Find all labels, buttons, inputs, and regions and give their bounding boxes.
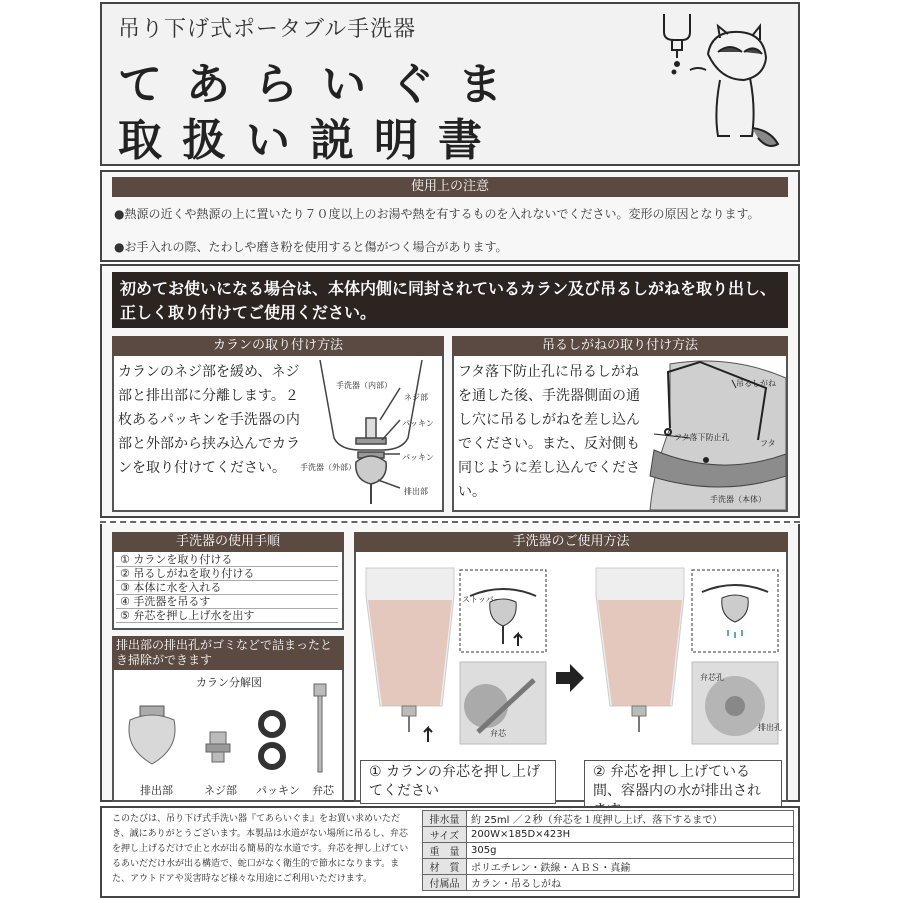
usage-steps-list (116, 553, 338, 623)
caran-exploded-diagram (116, 680, 340, 776)
manual-title: 取扱い説明書 (118, 115, 502, 166)
spec-key: 材 質 (423, 859, 467, 875)
spec-value: カラン・吊るしがね (467, 875, 794, 891)
step-item: ④ 手洗器を吊るす (116, 595, 338, 609)
usage-caption-step1: ① カランの弁芯を押し上げてください (360, 760, 556, 804)
raccoon-mascot-illustration (660, 12, 780, 152)
caran-install-text: カランのネジ部を緩め、ネジ部と排出部に分離します。２枚あるパッキンを手洗器の内部と外部から挟み込んでカランを取り付けてください。 (118, 364, 300, 476)
spec-key: 排水量 (423, 811, 467, 827)
spec-value: 200W×185D×423H (467, 827, 794, 843)
usage-label-valve: 弁芯 (490, 729, 506, 738)
spec-value: ポリエチレン・鉄線・ＡＢＳ・真鍮 (467, 859, 794, 875)
spec-table (422, 810, 794, 891)
usage-method-illustration (358, 556, 786, 756)
hanger-label-hanger: 吊るしがね (736, 379, 776, 388)
step-item: ① カランを取り付ける (116, 553, 338, 567)
table-row (423, 875, 794, 891)
caran-exploded-heading: カラン分解図 (196, 676, 262, 689)
hanger-install-text: フタ落下防止孔に吊るしがねを通した後、手洗器側面の通し穴に吊るしがねを差し込んでください。また、反対側も同じように差し込んでください。 (458, 364, 640, 500)
hanger-label-lid-hole: フタ落下防止孔 (674, 433, 730, 442)
caran-label-inner: 手洗器（内部） (336, 381, 392, 390)
part-label-packing: パッキン (256, 784, 300, 797)
caran-label-packing-2: パッキン (402, 453, 434, 462)
hanger-label-body: 手洗器（本体） (710, 495, 766, 504)
product-intro-text: このたびは、吊り下げ式手洗い器『てあらいぐま』をお買い求めいただき、誠にありがとうございます。本製品は水道がない場所に吊るし、弁芯を押し上げるだけで止と水が出る簡易的な水道です。弁芯を押し上げているあいだだけ水が出る構造で、蛇口がなく衛生的で節水になります。また、アウトドアや災害時など様々な用途にご利用いただけます。 (112, 814, 409, 884)
usage-caption-step2: ② 弁芯を押し上げている間、容器内の水が排出され (584, 760, 782, 823)
usage-steps-heading: 手洗器の使用手順 (112, 532, 344, 552)
step-item: ③ 本体に水を入れる (116, 581, 338, 595)
step-item: ⑤ 弁芯を押し上げ水を出す (116, 609, 338, 623)
usage-method-heading: 手洗器のご使用方法 (354, 532, 788, 552)
spec-key: 重 量 (423, 843, 467, 859)
drain-cleaning-heading: 排出部の排出孔がゴミなどで詰まったとき掃除ができます (112, 636, 344, 670)
caution-item-heat: ●熱源の近くや熱源の上に置いたり７０度以上のお湯や熱を有するものを入れないでください。変形の原因となります。 (114, 207, 760, 221)
caution-item-cleaning: ●お手入れの際、たわしや磨き粉を使用すると傷がつく場合があります。 (114, 240, 508, 254)
caran-label-outer: 手洗器（外部） (300, 463, 356, 472)
usage-label-valve-hole: 弁芯孔 (700, 673, 724, 682)
table-row (423, 811, 794, 827)
usage-label-stopper: ストッパー (462, 595, 502, 604)
step-item: ② 吊るしがねを取り付ける (116, 567, 338, 581)
spec-key: サイズ (423, 827, 467, 843)
table-row (423, 827, 794, 843)
dashed-separator (100, 521, 800, 523)
caran-label-outlet: 排出部 (404, 487, 428, 496)
table-row (423, 843, 794, 859)
table-row (423, 859, 794, 875)
product-name-title: てあらいぐま (118, 59, 526, 110)
caran-label-packing-1: パッキン (402, 419, 434, 428)
caran-label-screw: ネジ部 (404, 393, 428, 402)
part-label-outlet: 排出部 (140, 784, 173, 797)
hanger-label-lid: フタ (760, 439, 776, 448)
caution-heading: 使用上の注意 (112, 177, 788, 197)
spec-value: 約 25ml ／２秒（弁芯を１度押し上げ、落下するまで） (467, 811, 794, 827)
product-subtitle: 吊り下げ式ポータブル手洗器 (118, 17, 417, 42)
part-label-screw: ネジ部 (204, 784, 237, 797)
spec-value: 305g (467, 843, 794, 859)
first-use-banner: 初めてお使いになる場合は、本体内側に同封されているカラン及び吊るしがねを取り出し、正しく取り付けてご使用ください。 (112, 272, 788, 328)
usage-label-outlet-hole: 排出孔 (758, 723, 782, 732)
caran-install-heading: カランの取り付け方法 (112, 336, 444, 356)
spec-key: 付属品 (423, 875, 467, 891)
part-label-valve: 弁芯 (312, 784, 334, 797)
hanger-install-heading: 吊るしがねの取り付け方法 (452, 336, 788, 356)
